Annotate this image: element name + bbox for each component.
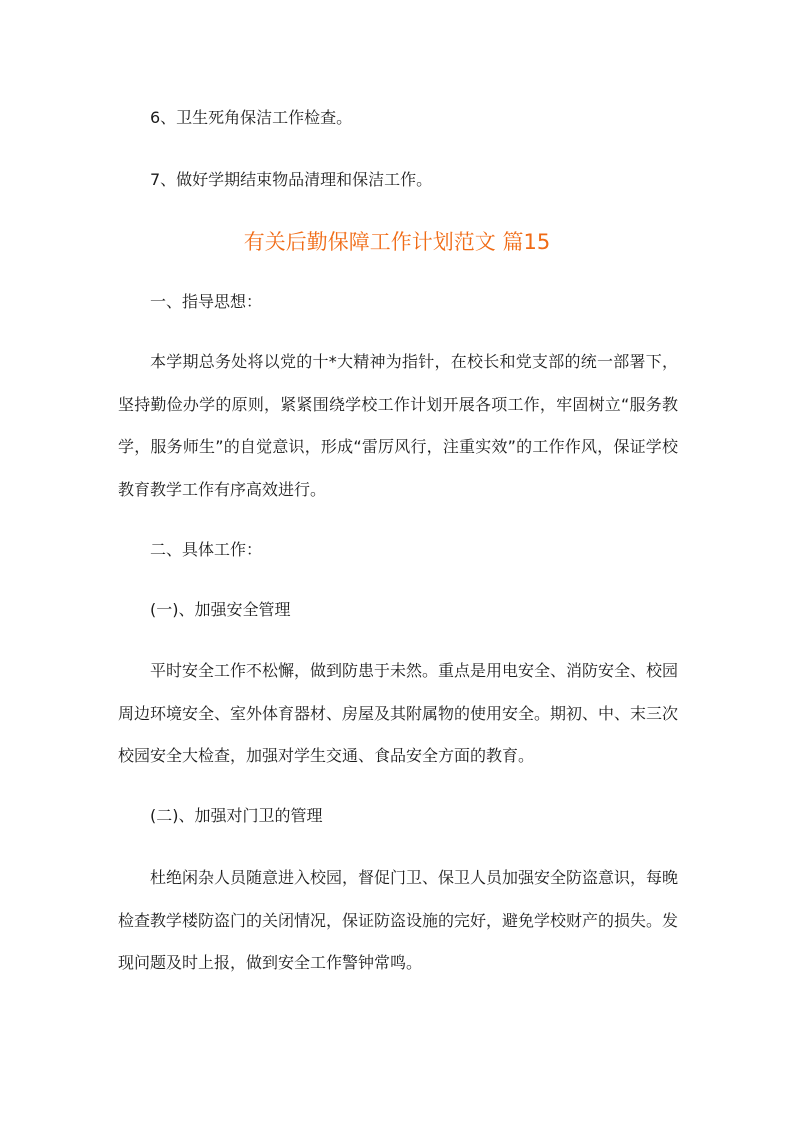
subsection-1-paragraph: 平时安全工作不松懈，做到防患于未然。重点是用电安全、消防安全、校园周边环境安全、室外体育器材、房屋及其附属物的使用安全。期初、中、末三次校园安全大检查，加强对学生交通、食品安全方面的教育。 [118,661,679,765]
section-heading: 有关后勤保障工作计划范文 篇15 [243,230,551,254]
subsection-2-title: (二)、加强对门卫的管理 [150,806,323,825]
subsection-2-paragraph: 杜绝闲杂人员随意进入校园，督促门卫、保卫人员加强安全防盗意识，每晚检查教学楼防盗门的关闭情况，保证防盗设施的完好，避免学校财产的损失。发现问题及时上报，做到安全工作警钟常鸣。 [118,868,679,972]
section-2-title: 二、具体工作： [150,540,263,559]
section-1-paragraph: 本学期总务处将以党的十*大精神为指针，在校长和党支部的统一部署下，坚持勤俭办学的原则，紧紧围绕学校工作计划开展各项工作，牢固树立“服务教学，服务师生”的自觉意识，形成“雷厉风行，注重实效”的工作作风，保证学校教育教学工作有序高效进行。 [118,352,678,499]
section-1-title: 一、指导思想： [150,292,263,311]
subsection-1-title: (一)、加强安全管理 [150,600,291,619]
list-item-6: 6、卫生死角保洁工作检查。 [150,108,353,127]
list-item-7: 7、做好学期结束物品清理和保洁工作。 [150,170,433,189]
